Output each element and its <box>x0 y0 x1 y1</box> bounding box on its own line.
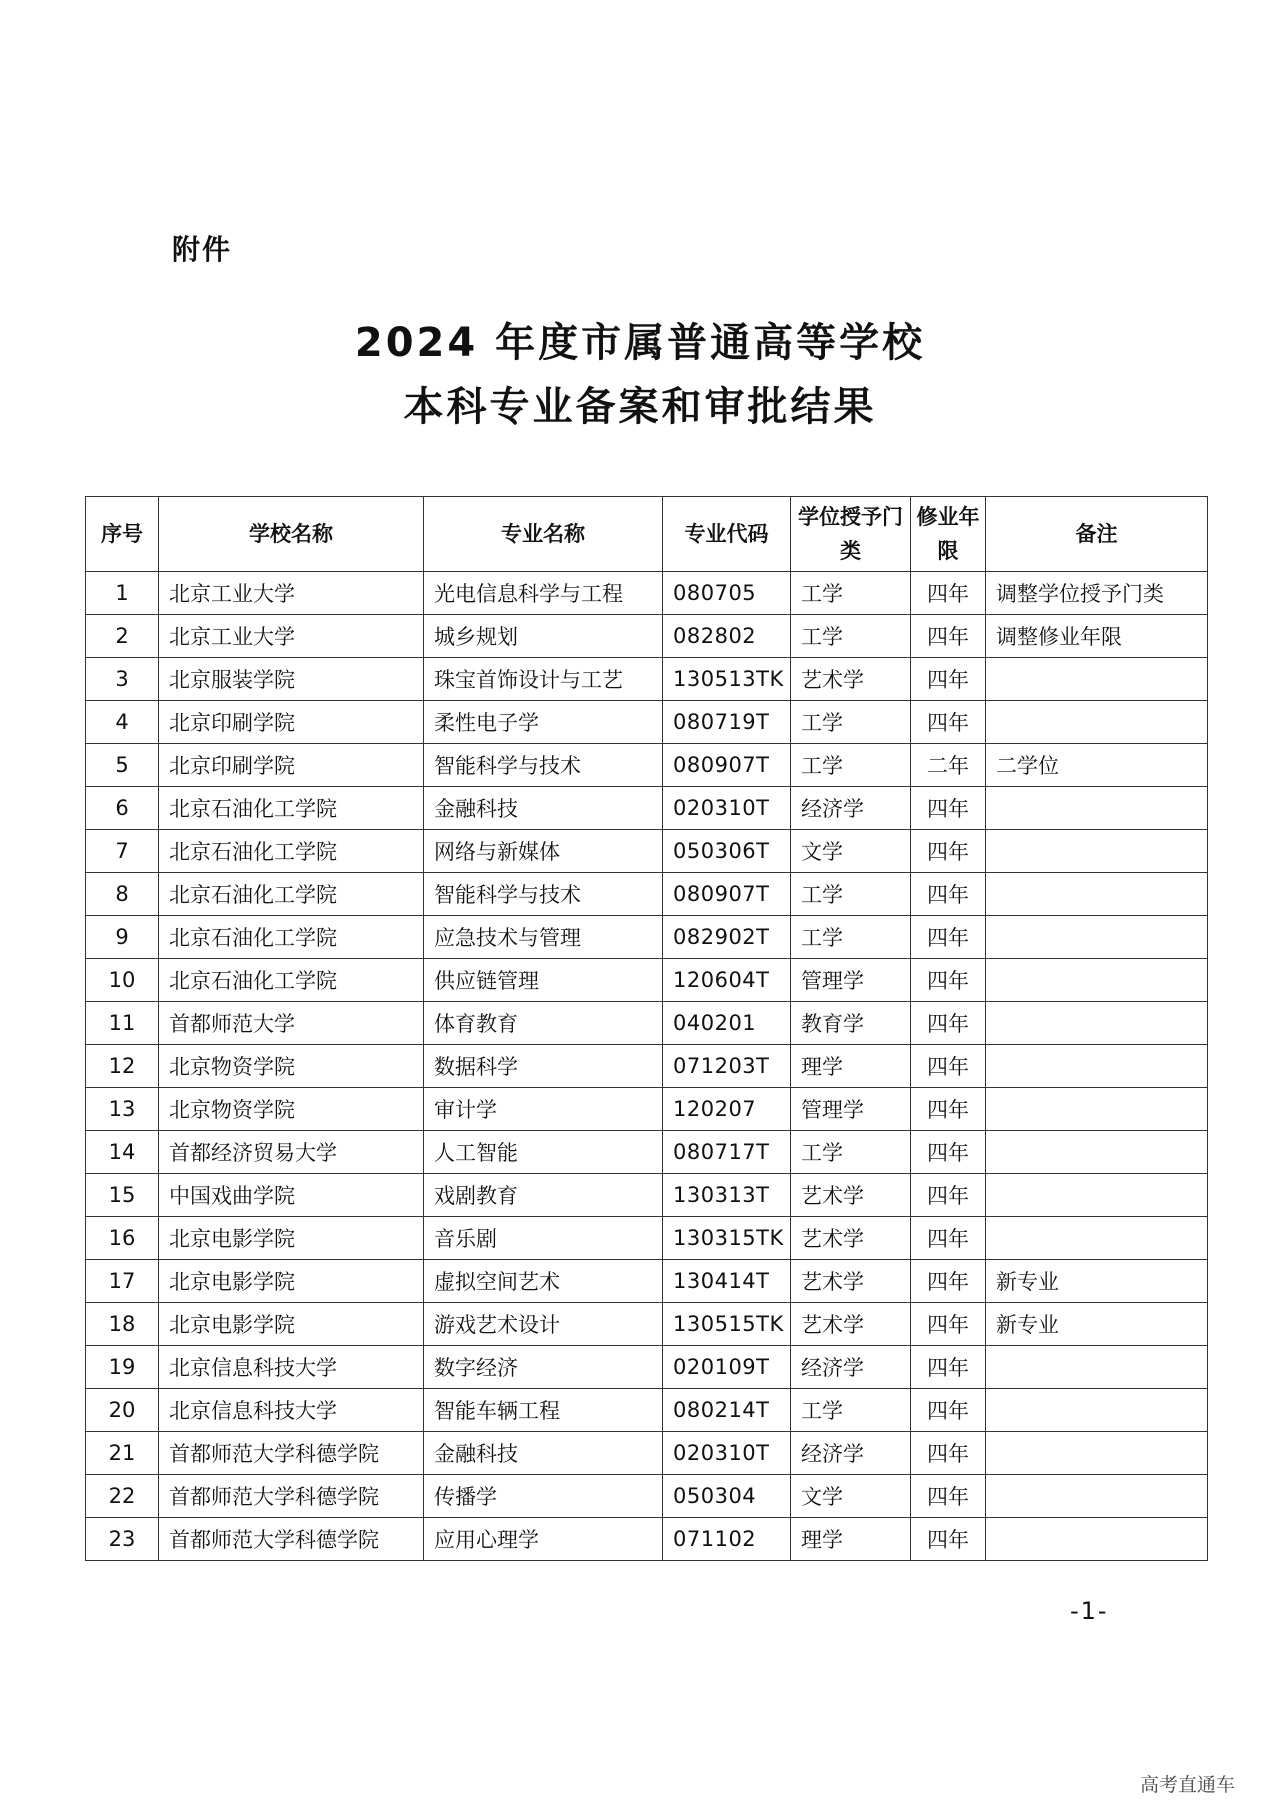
cell-school: 北京石油化工学院 <box>159 916 424 959</box>
cell-note: 新专业 <box>986 1303 1208 1346</box>
cell-major: 审计学 <box>424 1088 663 1131</box>
header-num: 序号 <box>86 497 159 572</box>
cell-major: 人工智能 <box>424 1131 663 1174</box>
header-note: 备注 <box>986 497 1208 572</box>
cell-years: 四年 <box>911 873 986 916</box>
cell-code: 020310T <box>663 1432 791 1475</box>
table-row <box>86 701 1208 744</box>
cell-num: 9 <box>86 916 159 959</box>
cell-school: 北京服装学院 <box>159 658 424 701</box>
cell-degree: 工学 <box>791 873 911 916</box>
cell-years: 四年 <box>911 1088 986 1131</box>
cell-code: 040201 <box>663 1002 791 1045</box>
cell-note <box>986 658 1208 701</box>
cell-code: 130513TK <box>663 658 791 701</box>
cell-code: 020310T <box>663 787 791 830</box>
cell-years: 四年 <box>911 1389 986 1432</box>
cell-school: 北京石油化工学院 <box>159 787 424 830</box>
cell-num: 2 <box>86 615 159 658</box>
table-row <box>86 1475 1208 1518</box>
cell-note <box>986 830 1208 873</box>
cell-school: 北京印刷学院 <box>159 701 424 744</box>
table-row <box>86 615 1208 658</box>
cell-school: 北京印刷学院 <box>159 744 424 787</box>
cell-degree: 工学 <box>791 744 911 787</box>
cell-code: 130414T <box>663 1260 791 1303</box>
cell-major: 体育教育 <box>424 1002 663 1045</box>
table-row <box>86 830 1208 873</box>
cell-years: 四年 <box>911 1174 986 1217</box>
cell-num: 12 <box>86 1045 159 1088</box>
cell-note <box>986 1217 1208 1260</box>
cell-degree: 经济学 <box>791 1432 911 1475</box>
cell-school: 北京石油化工学院 <box>159 873 424 916</box>
cell-num: 15 <box>86 1174 159 1217</box>
cell-num: 21 <box>86 1432 159 1475</box>
cell-degree: 艺术学 <box>791 1217 911 1260</box>
cell-years: 四年 <box>911 615 986 658</box>
cell-note <box>986 1475 1208 1518</box>
document-title-line2: 本科专业备案和审批结果 <box>403 384 877 430</box>
table-row <box>86 1303 1208 1346</box>
cell-num: 11 <box>86 1002 159 1045</box>
cell-school: 北京电影学院 <box>159 1260 424 1303</box>
header-code: 专业代码 <box>663 497 791 572</box>
cell-school: 北京信息科技大学 <box>159 1389 424 1432</box>
table-row <box>86 1088 1208 1131</box>
cell-num: 5 <box>86 744 159 787</box>
page-number: -1- <box>1070 1597 1109 1625</box>
cell-school: 北京工业大学 <box>159 615 424 658</box>
cell-degree: 艺术学 <box>791 1303 911 1346</box>
cell-degree: 管理学 <box>791 959 911 1002</box>
cell-note: 调整学位授予门类 <box>986 572 1208 615</box>
cell-degree: 教育学 <box>791 1002 911 1045</box>
cell-major: 数字经济 <box>424 1346 663 1389</box>
cell-major: 智能科学与技术 <box>424 873 663 916</box>
cell-years: 四年 <box>911 787 986 830</box>
cell-major: 网络与新媒体 <box>424 830 663 873</box>
cell-major: 光电信息科学与工程 <box>424 572 663 615</box>
cell-major: 智能车辆工程 <box>424 1389 663 1432</box>
table-row <box>86 959 1208 1002</box>
table-row <box>86 744 1208 787</box>
watermark: 高考直通车 <box>1140 1774 1236 1796</box>
cell-years: 二年 <box>911 744 986 787</box>
header-school: 学校名称 <box>159 497 424 572</box>
cell-major: 传播学 <box>424 1475 663 1518</box>
cell-code: 050304 <box>663 1475 791 1518</box>
cell-note <box>986 787 1208 830</box>
cell-num: 8 <box>86 873 159 916</box>
cell-major: 金融科技 <box>424 787 663 830</box>
cell-degree: 文学 <box>791 830 911 873</box>
cell-num: 19 <box>86 1346 159 1389</box>
cell-school: 北京石油化工学院 <box>159 959 424 1002</box>
cell-years: 四年 <box>911 1002 986 1045</box>
cell-major: 戏剧教育 <box>424 1174 663 1217</box>
cell-years: 四年 <box>911 1303 986 1346</box>
cell-degree: 艺术学 <box>791 1260 911 1303</box>
cell-major: 金融科技 <box>424 1432 663 1475</box>
cell-school: 首都师范大学科德学院 <box>159 1475 424 1518</box>
cell-major: 供应链管理 <box>424 959 663 1002</box>
cell-code: 080719T <box>663 701 791 744</box>
cell-school: 北京电影学院 <box>159 1303 424 1346</box>
cell-code: 050306T <box>663 830 791 873</box>
cell-note <box>986 873 1208 916</box>
cell-years: 四年 <box>911 1045 986 1088</box>
header-years: 修业年限 <box>911 497 986 572</box>
cell-degree: 工学 <box>791 1131 911 1174</box>
cell-note: 新专业 <box>986 1260 1208 1303</box>
cell-major: 城乡规划 <box>424 615 663 658</box>
cell-num: 6 <box>86 787 159 830</box>
table-row <box>86 916 1208 959</box>
cell-school: 北京信息科技大学 <box>159 1346 424 1389</box>
cell-note <box>986 1131 1208 1174</box>
cell-note <box>986 959 1208 1002</box>
cell-code: 071102 <box>663 1518 791 1561</box>
cell-years: 四年 <box>911 572 986 615</box>
table-row <box>86 787 1208 830</box>
cell-major: 珠宝首饰设计与工艺 <box>424 658 663 701</box>
cell-code: 130315TK <box>663 1217 791 1260</box>
cell-code: 130313T <box>663 1174 791 1217</box>
table-row <box>86 1260 1208 1303</box>
cell-school: 北京物资学院 <box>159 1088 424 1131</box>
cell-major: 应急技术与管理 <box>424 916 663 959</box>
cell-code: 080214T <box>663 1389 791 1432</box>
cell-degree: 经济学 <box>791 787 911 830</box>
cell-school: 北京电影学院 <box>159 1217 424 1260</box>
cell-num: 22 <box>86 1475 159 1518</box>
cell-code: 080705 <box>663 572 791 615</box>
cell-years: 四年 <box>911 1217 986 1260</box>
cell-years: 四年 <box>911 959 986 1002</box>
cell-years: 四年 <box>911 701 986 744</box>
cell-degree: 管理学 <box>791 1088 911 1131</box>
table-body <box>86 572 1208 1561</box>
cell-degree: 工学 <box>791 615 911 658</box>
cell-num: 4 <box>86 701 159 744</box>
table-row <box>86 658 1208 701</box>
cell-years: 四年 <box>911 916 986 959</box>
cell-degree: 艺术学 <box>791 658 911 701</box>
cell-major: 智能科学与技术 <box>424 744 663 787</box>
cell-school: 北京石油化工学院 <box>159 830 424 873</box>
cell-degree: 艺术学 <box>791 1174 911 1217</box>
cell-years: 四年 <box>911 658 986 701</box>
table-row <box>86 1432 1208 1475</box>
cell-note <box>986 1045 1208 1088</box>
cell-degree: 工学 <box>791 701 911 744</box>
cell-note <box>986 1389 1208 1432</box>
cell-code: 080717T <box>663 1131 791 1174</box>
cell-num: 23 <box>86 1518 159 1561</box>
cell-major: 应用心理学 <box>424 1518 663 1561</box>
cell-years: 四年 <box>911 1432 986 1475</box>
header-major: 专业名称 <box>424 497 663 572</box>
cell-school: 首都经济贸易大学 <box>159 1131 424 1174</box>
cell-degree: 工学 <box>791 916 911 959</box>
cell-code: 020109T <box>663 1346 791 1389</box>
cell-school: 首都师范大学 <box>159 1002 424 1045</box>
cell-major: 虚拟空间艺术 <box>424 1260 663 1303</box>
cell-num: 7 <box>86 830 159 873</box>
cell-years: 四年 <box>911 1475 986 1518</box>
cell-note <box>986 1002 1208 1045</box>
cell-num: 10 <box>86 959 159 1002</box>
cell-school: 中国戏曲学院 <box>159 1174 424 1217</box>
cell-note <box>986 1088 1208 1131</box>
cell-code: 082902T <box>663 916 791 959</box>
table-row <box>86 1045 1208 1088</box>
cell-years: 四年 <box>911 1518 986 1561</box>
document-title-line1: 2024 年度市属普通高等学校 <box>354 320 926 366</box>
table-row <box>86 1518 1208 1561</box>
cell-major: 游戏艺术设计 <box>424 1303 663 1346</box>
cell-years: 四年 <box>911 1131 986 1174</box>
cell-degree: 理学 <box>791 1518 911 1561</box>
cell-degree: 文学 <box>791 1475 911 1518</box>
cell-code: 120604T <box>663 959 791 1002</box>
cell-num: 3 <box>86 658 159 701</box>
cell-school: 首都师范大学科德学院 <box>159 1518 424 1561</box>
cell-years: 四年 <box>911 830 986 873</box>
cell-code: 082802 <box>663 615 791 658</box>
cell-years: 四年 <box>911 1346 986 1389</box>
table-row <box>86 1002 1208 1045</box>
table-row <box>86 873 1208 916</box>
table-header-row <box>86 497 1208 572</box>
cell-note <box>986 1346 1208 1389</box>
cell-school: 北京工业大学 <box>159 572 424 615</box>
table-row <box>86 1131 1208 1174</box>
cell-note <box>986 1432 1208 1475</box>
cell-code: 071203T <box>663 1045 791 1088</box>
cell-degree: 经济学 <box>791 1346 911 1389</box>
table-row <box>86 1389 1208 1432</box>
header-degree: 学位授予门类 <box>791 497 911 572</box>
cell-degree: 工学 <box>791 572 911 615</box>
cell-note <box>986 1174 1208 1217</box>
cell-note <box>986 916 1208 959</box>
cell-note <box>986 701 1208 744</box>
cell-num: 16 <box>86 1217 159 1260</box>
cell-note: 调整修业年限 <box>986 615 1208 658</box>
cell-code: 080907T <box>663 744 791 787</box>
cell-note <box>986 1518 1208 1561</box>
cell-major: 音乐剧 <box>424 1217 663 1260</box>
cell-num: 14 <box>86 1131 159 1174</box>
cell-major: 柔性电子学 <box>424 701 663 744</box>
cell-code: 130515TK <box>663 1303 791 1346</box>
cell-school: 首都师范大学科德学院 <box>159 1432 424 1475</box>
results-table <box>85 496 1208 1561</box>
cell-num: 18 <box>86 1303 159 1346</box>
table-row <box>86 1174 1208 1217</box>
cell-school: 北京物资学院 <box>159 1045 424 1088</box>
cell-num: 1 <box>86 572 159 615</box>
cell-num: 20 <box>86 1389 159 1432</box>
attachment-label: 附件 <box>172 233 233 266</box>
cell-num: 17 <box>86 1260 159 1303</box>
cell-code: 080907T <box>663 873 791 916</box>
table-row <box>86 572 1208 615</box>
table-row <box>86 1217 1208 1260</box>
cell-num: 13 <box>86 1088 159 1131</box>
cell-degree: 工学 <box>791 1389 911 1432</box>
cell-code: 120207 <box>663 1088 791 1131</box>
cell-years: 四年 <box>911 1260 986 1303</box>
cell-degree: 理学 <box>791 1045 911 1088</box>
cell-note: 二学位 <box>986 744 1208 787</box>
cell-major: 数据科学 <box>424 1045 663 1088</box>
table-row <box>86 1346 1208 1389</box>
